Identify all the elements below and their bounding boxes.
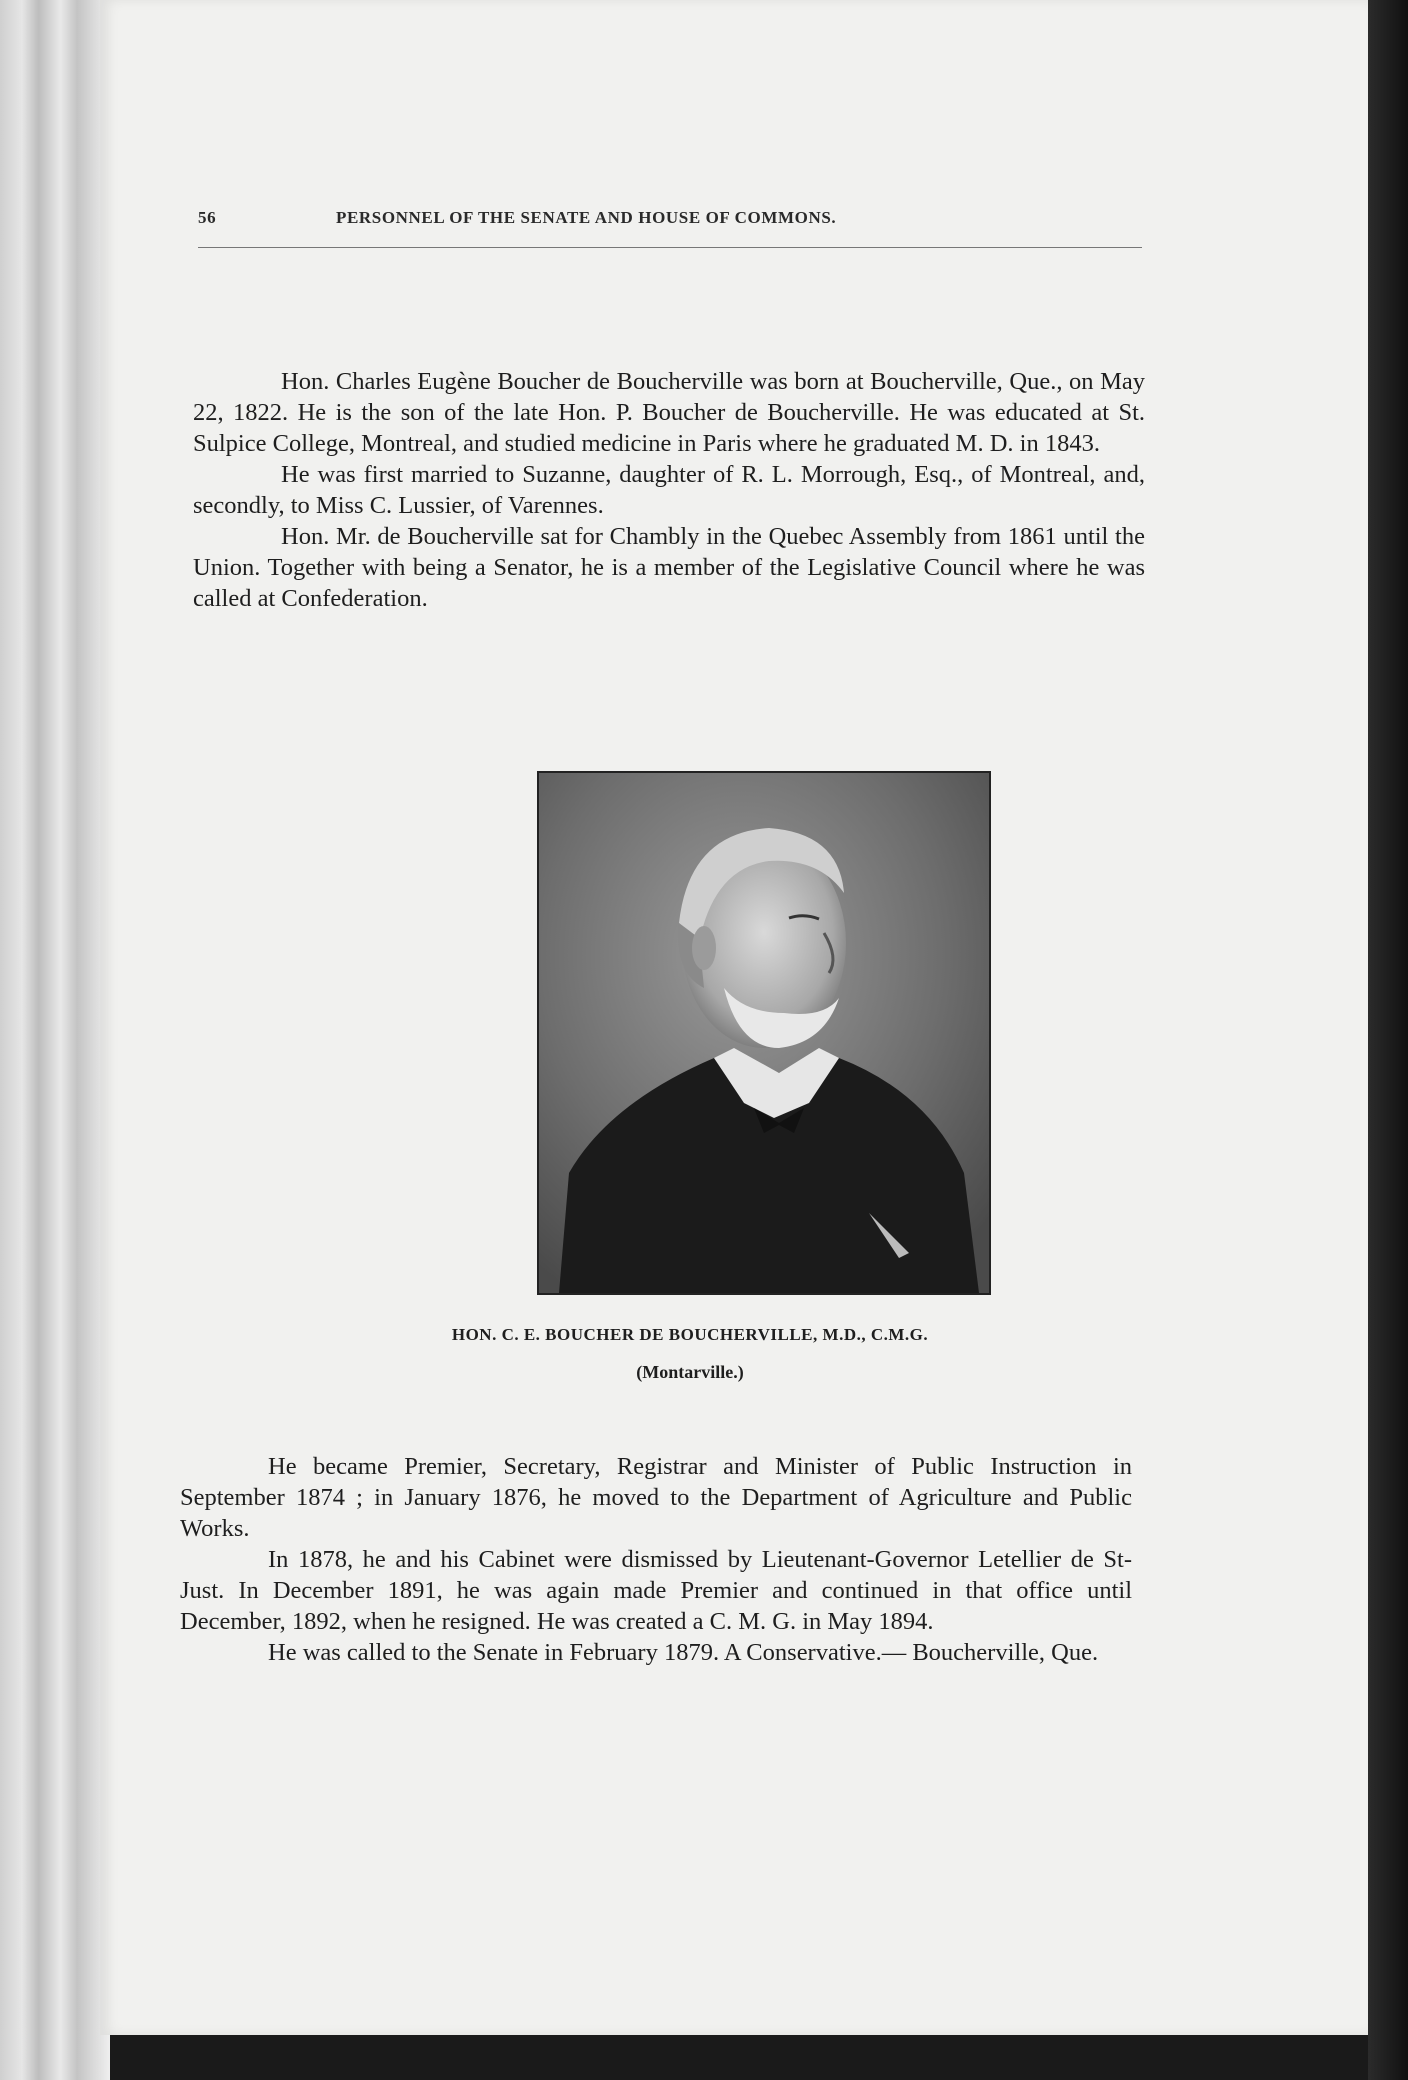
running-title: PERSONNEL OF THE SENATE AND HOUSE OF COMMONS. <box>336 208 837 227</box>
paragraph: Hon. Charles Eugène Boucher de Boucherville was born at Boucherville, Que., on May 22, 1822. He is the son of the late Hon. P. Boucher de Boucherville. He was educated at St. Sulpice College, Montreal, and studied medicine in Paris where he graduated M. D. in 1843. <box>193 368 1145 457</box>
page-number: 56 <box>198 208 217 227</box>
header-rule <box>198 247 1142 248</box>
book-cover-edge <box>1368 0 1408 2080</box>
paragraph: Hon. Mr. de Boucherville sat for Chambly in the Quebec Assembly from 1861 until the Union. Together with being a Senator, he is a member of the Legislative Council where he was called at Confederation. <box>193 523 1145 612</box>
paragraph: In 1878, he and his Cabinet were dismissed by Lieutenant-Governor Letellier de St-Just. In December 1891, he was again made Premier and continued in that office until December, 1892, when he resigned. He was created a C. M. G. in May 1894. <box>180 1546 1132 1635</box>
biography-text-bottom <box>180 1451 1132 1668</box>
portrait-caption-place: (Montarville.) <box>636 1362 744 1382</box>
portrait-caption-name: HON. C. E. BOUCHER DE BOUCHERVILLE, M.D., C.M.G. <box>451 1325 929 1344</box>
paragraph: He was called to the Senate in February 1879. A Conservative.— Boucherville, Que. <box>268 1639 1099 1666</box>
biography-text-top <box>193 366 1145 614</box>
portrait-image <box>539 773 989 1293</box>
paragraph: He was first married to Suzanne, daughter of R. L. Morrough, Esq., of Montreal, and, secondly, to Miss C. Lussier, of Varennes. <box>193 461 1145 519</box>
book-page-edges <box>0 0 110 2080</box>
portrait-photo <box>537 771 991 1295</box>
paragraph: He became Premier, Secretary, Registrar and Minister of Public Instruction in September 1874 ; in January 1876, he moved to the Department of Agriculture and Public Works. <box>180 1453 1132 1542</box>
